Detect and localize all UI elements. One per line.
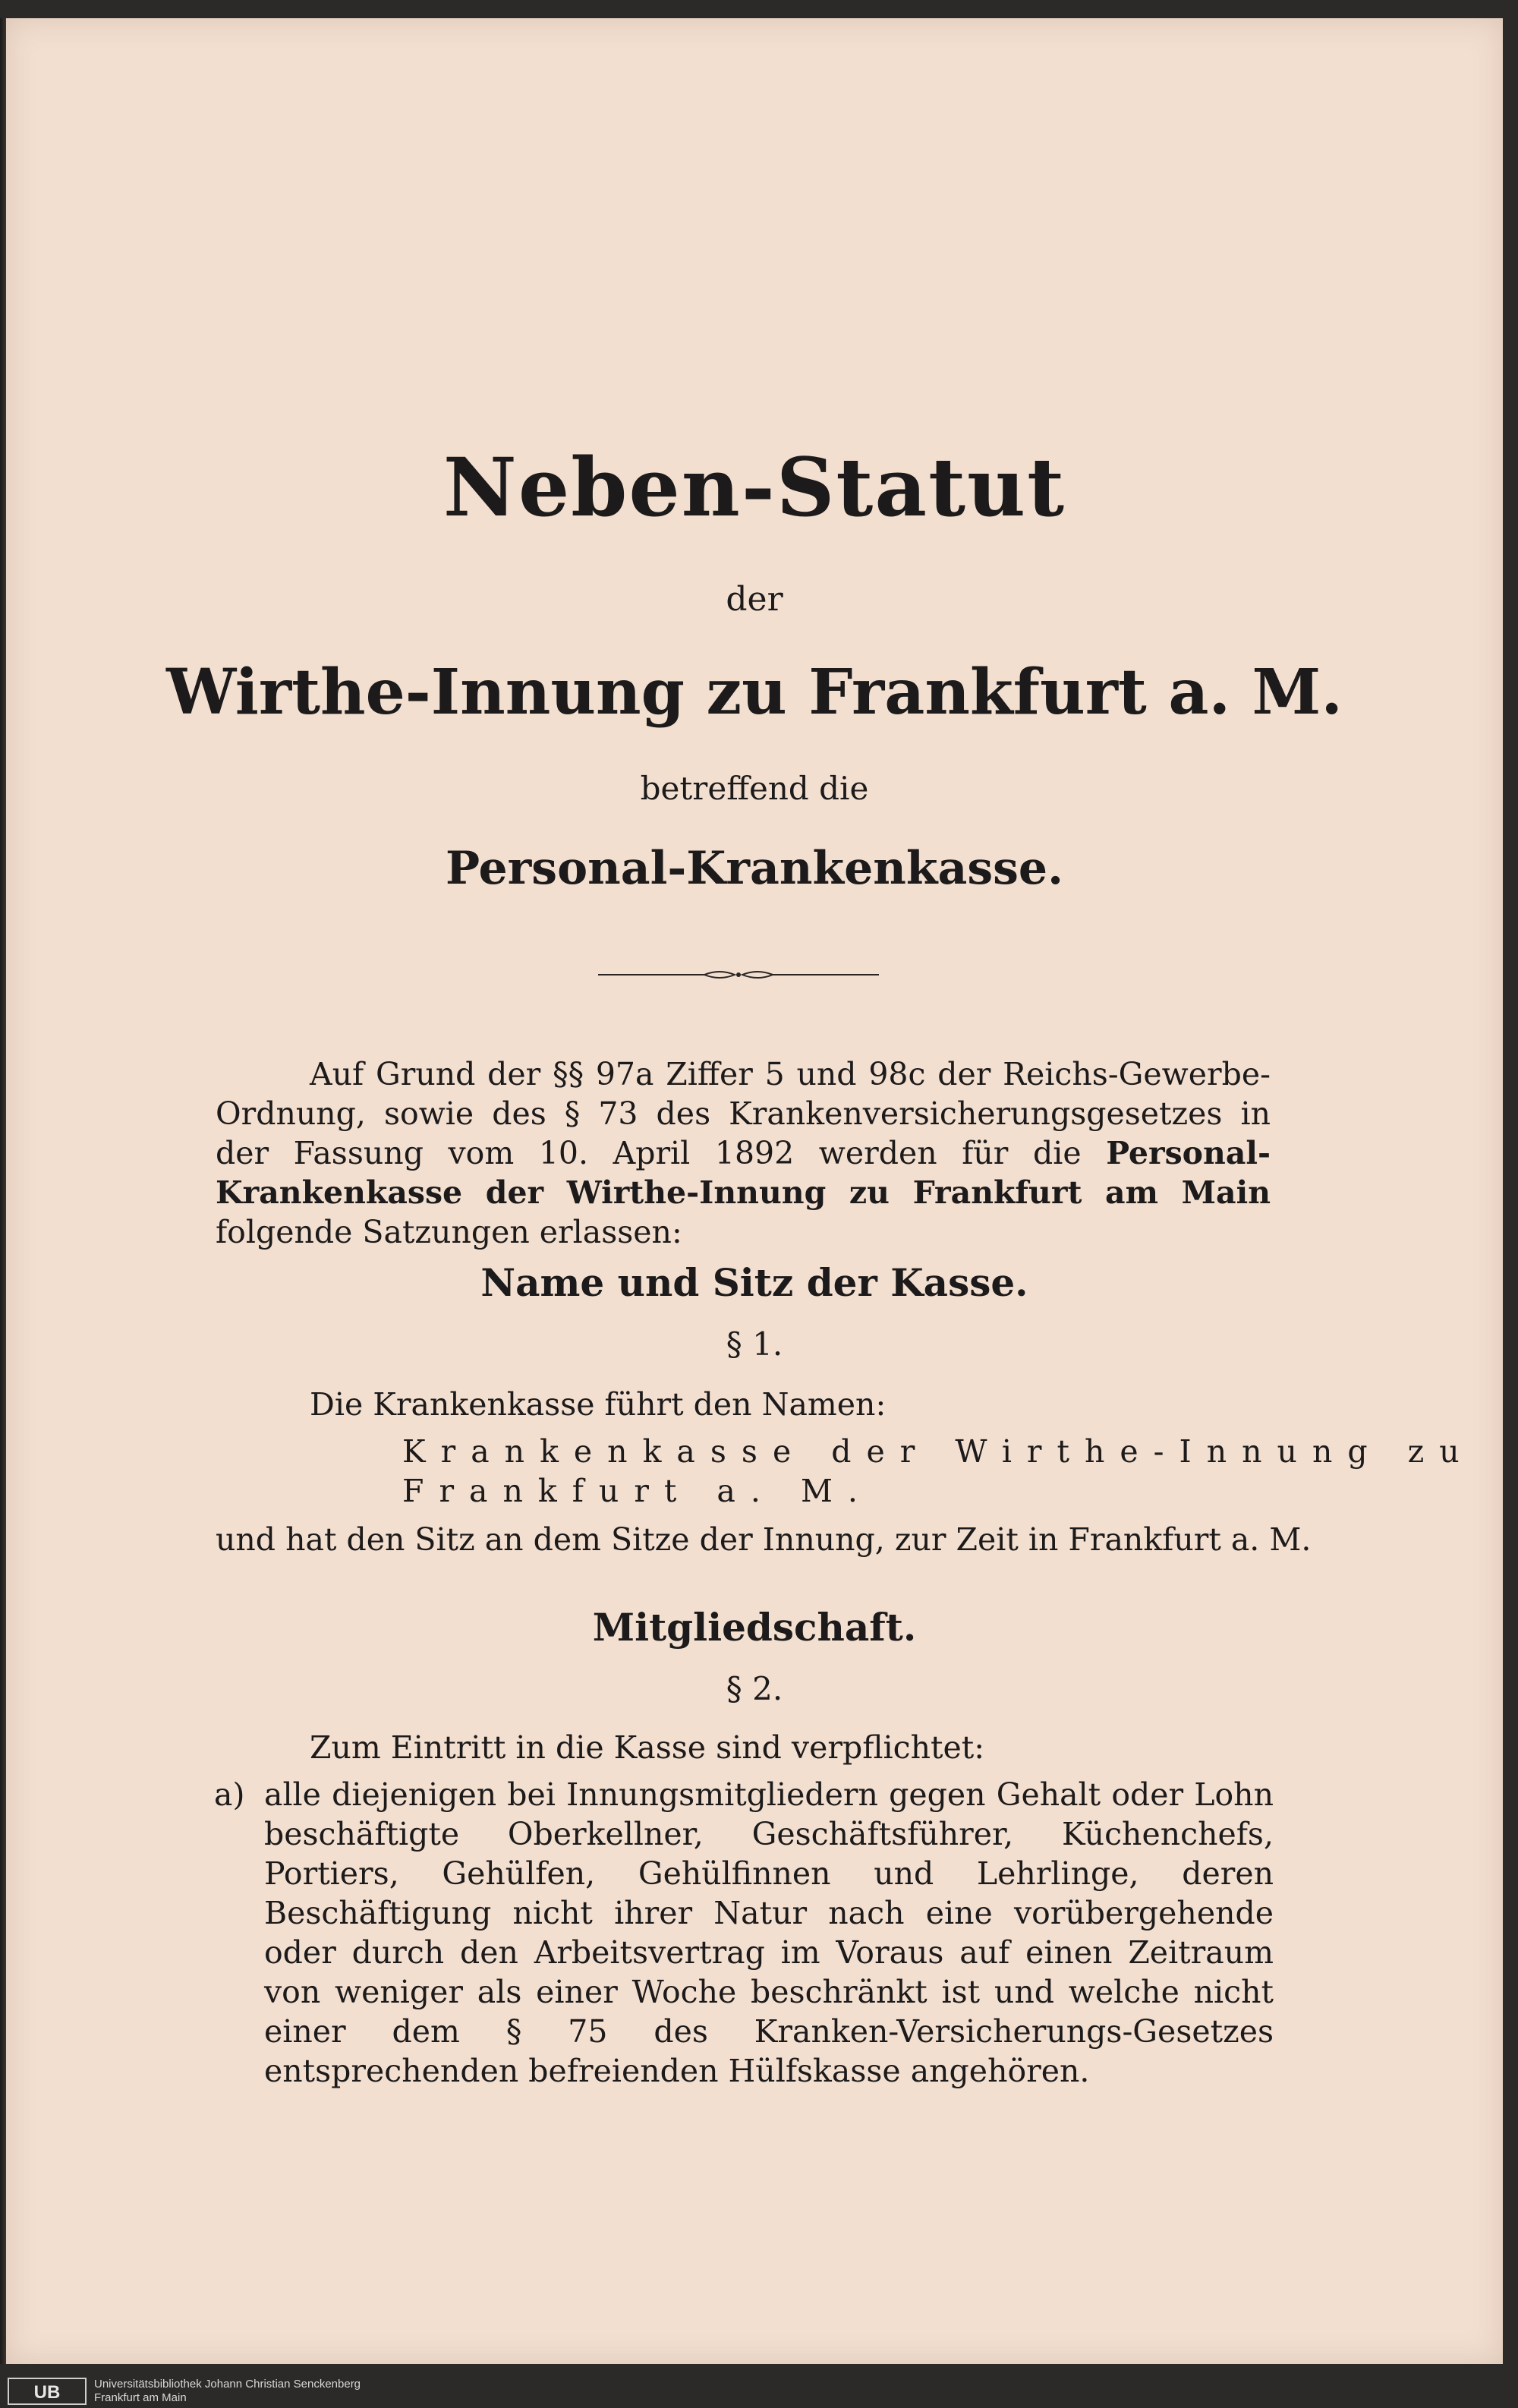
document-page [6, 18, 1503, 2364]
paragraph-number-2: § 2. [726, 1670, 783, 1707]
footer-library-city: Frankfurt am Main [94, 2391, 187, 2404]
intro-paragraph [216, 1054, 1271, 1252]
library-logo: UB [8, 2378, 87, 2405]
paragraph-number-1: § 1. [726, 1325, 783, 1363]
section2-intro-line: Zum Eintritt in die Kasse sind verpflichtet: [310, 1729, 985, 1766]
intro-text-part1: Auf Grund der §§ 97a Ziffer 5 und 98c der Reichs-Gewerbe-Ordnung, sowie des § 73 des Krankenversicherungsgesetzes in der Fassung vom 10. April 1892 werden für die [216, 1056, 1271, 1171]
section-heading-membership: Mitgliedschaft. [592, 1605, 917, 1650]
section-heading-name-seat: Name und Sitz der Kasse. [480, 1260, 1028, 1305]
intro-text-part2: folgende Satzungen erlassen: [216, 1214, 682, 1250]
section1-intro-line: Die Krankenkasse führt den Namen: [310, 1386, 887, 1423]
title-connector-der: der [726, 580, 783, 619]
list-item-marker: a) [214, 1776, 245, 1813]
title-connector-betreffend: betreffend die [640, 770, 869, 807]
fund-official-name-line2: Frankfurt a. M. [402, 1473, 873, 1509]
intro-fund-name: Personal-Krankenkasse der Wirthe-Innung zu Frankfurt am Main [216, 1135, 1271, 1211]
ornament-divider [598, 967, 879, 982]
list-item-text: alle diejenigen bei Innungsmitgliedern gegen Gehalt oder Lohn beschäftigte Oberkellner, Geschäftsführer, Küchenchefs, Portiers, Gehülfen, Gehülfinnen und Lehrlinge, deren Beschäftigung nicht ihrer Natur nach eine vorübergehende oder durch den Arbeitsvertrag im Voraus auf einen Zeitraum von weniger als einer Woche beschränkt ist und welche nicht einer dem § 75 des Kranken-Versicherungs-Gesetzes entsprechenden befreienden Hülfskasse angehören. [264, 1776, 1274, 2089]
document-title: Neben-Statut [442, 440, 1066, 534]
section1-seat-line: und hat den Sitz an dem Sitze der Innung, zur Zeit in Frankfurt a. M. [216, 1521, 1312, 1558]
list-item-a [214, 1775, 1274, 2091]
guild-name: Wirthe-Innung zu Frankfurt a. M. [166, 656, 1343, 729]
fund-official-name-line1: Krankenkasse der Wirthe-Innung zu [402, 1433, 1475, 1470]
fund-name: Personal-Krankenkasse. [446, 842, 1063, 895]
footer-library-name: Universitätsbibliothek Johann Christian Senckenberg [94, 2378, 361, 2391]
